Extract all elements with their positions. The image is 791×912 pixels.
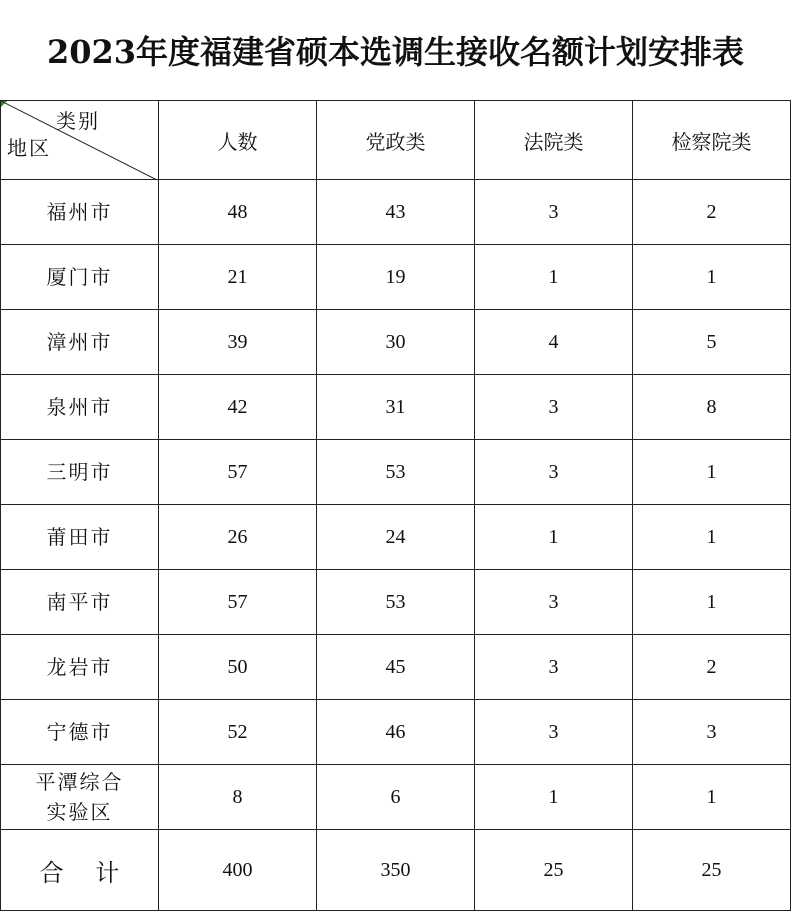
region-cell: 南平市: [1, 570, 159, 635]
party-cell: 6: [317, 765, 475, 830]
procuratorate-cell: 1: [633, 245, 791, 310]
court-cell: 3: [475, 570, 633, 635]
total-cell: 48: [159, 180, 317, 245]
region-cell: 泉州市: [1, 375, 159, 440]
quota-table: [0, 100, 791, 911]
summary-procuratorate-cell: 25: [633, 830, 791, 911]
party-cell: 45: [317, 635, 475, 700]
table-row: [1, 180, 791, 245]
table-row: [1, 700, 791, 765]
procuratorate-cell: 5: [633, 310, 791, 375]
column-header-party: 党政类: [317, 101, 475, 180]
procuratorate-cell: 2: [633, 635, 791, 700]
header-row: [1, 101, 791, 180]
diagonal-header-cell: [1, 101, 159, 180]
total-cell: 57: [159, 570, 317, 635]
total-cell: 39: [159, 310, 317, 375]
total-cell: 52: [159, 700, 317, 765]
party-cell: 30: [317, 310, 475, 375]
region-cell: 莆田市: [1, 505, 159, 570]
court-cell: 3: [475, 180, 633, 245]
region-label: 地区: [7, 136, 51, 160]
region-cell: 三明市: [1, 440, 159, 505]
party-cell: 19: [317, 245, 475, 310]
region-line: 平潭综合: [35, 770, 124, 794]
summary-court-cell: 25: [475, 830, 633, 911]
page-title: 2023年度福建省硕本选调生接收名额计划安排表: [46, 33, 745, 71]
table-row: [1, 310, 791, 375]
summary-row: [1, 830, 791, 911]
court-cell: 1: [475, 505, 633, 570]
summary-label: 合 计: [1, 830, 159, 911]
procuratorate-cell: 1: [633, 505, 791, 570]
region-line: 实验区: [46, 800, 113, 824]
region-cell: 漳州市: [1, 310, 159, 375]
party-cell: 31: [317, 375, 475, 440]
total-cell: 57: [159, 440, 317, 505]
category-label: 类别: [56, 109, 100, 133]
procuratorate-cell: 3: [633, 700, 791, 765]
region-cell: 厦门市: [1, 245, 159, 310]
table-row: [1, 505, 791, 570]
region-cell: 福州市: [1, 180, 159, 245]
court-cell: 3: [475, 375, 633, 440]
region-cell: 龙岩市: [1, 635, 159, 700]
total-cell: 8: [159, 765, 317, 830]
court-cell: 3: [475, 440, 633, 505]
court-cell: 1: [475, 245, 633, 310]
court-cell: 4: [475, 310, 633, 375]
region-cell: 宁德市: [1, 700, 159, 765]
procuratorate-cell: 1: [633, 440, 791, 505]
court-cell: 3: [475, 700, 633, 765]
procuratorate-cell: 1: [633, 570, 791, 635]
table-row: [1, 765, 791, 830]
party-cell: 53: [317, 570, 475, 635]
total-cell: 26: [159, 505, 317, 570]
region-cell: [1, 765, 159, 830]
total-cell: 21: [159, 245, 317, 310]
party-cell: 43: [317, 180, 475, 245]
table-row: [1, 375, 791, 440]
total-cell: 42: [159, 375, 317, 440]
summary-total-cell: 400: [159, 830, 317, 911]
party-cell: 46: [317, 700, 475, 765]
table-row: [1, 570, 791, 635]
summary-party-cell: 350: [317, 830, 475, 911]
column-header-total: 人数: [159, 101, 317, 180]
column-header-procuratorate: 检察院类: [633, 101, 791, 180]
party-cell: 53: [317, 440, 475, 505]
total-cell: 50: [159, 635, 317, 700]
court-cell: 3: [475, 635, 633, 700]
court-cell: 1: [475, 765, 633, 830]
table-row: [1, 440, 791, 505]
table-row: [1, 635, 791, 700]
column-header-court: 法院类: [475, 101, 633, 180]
table-row: [1, 245, 791, 310]
procuratorate-cell: 2: [633, 180, 791, 245]
party-cell: 24: [317, 505, 475, 570]
procuratorate-cell: 1: [633, 765, 791, 830]
procuratorate-cell: 8: [633, 375, 791, 440]
